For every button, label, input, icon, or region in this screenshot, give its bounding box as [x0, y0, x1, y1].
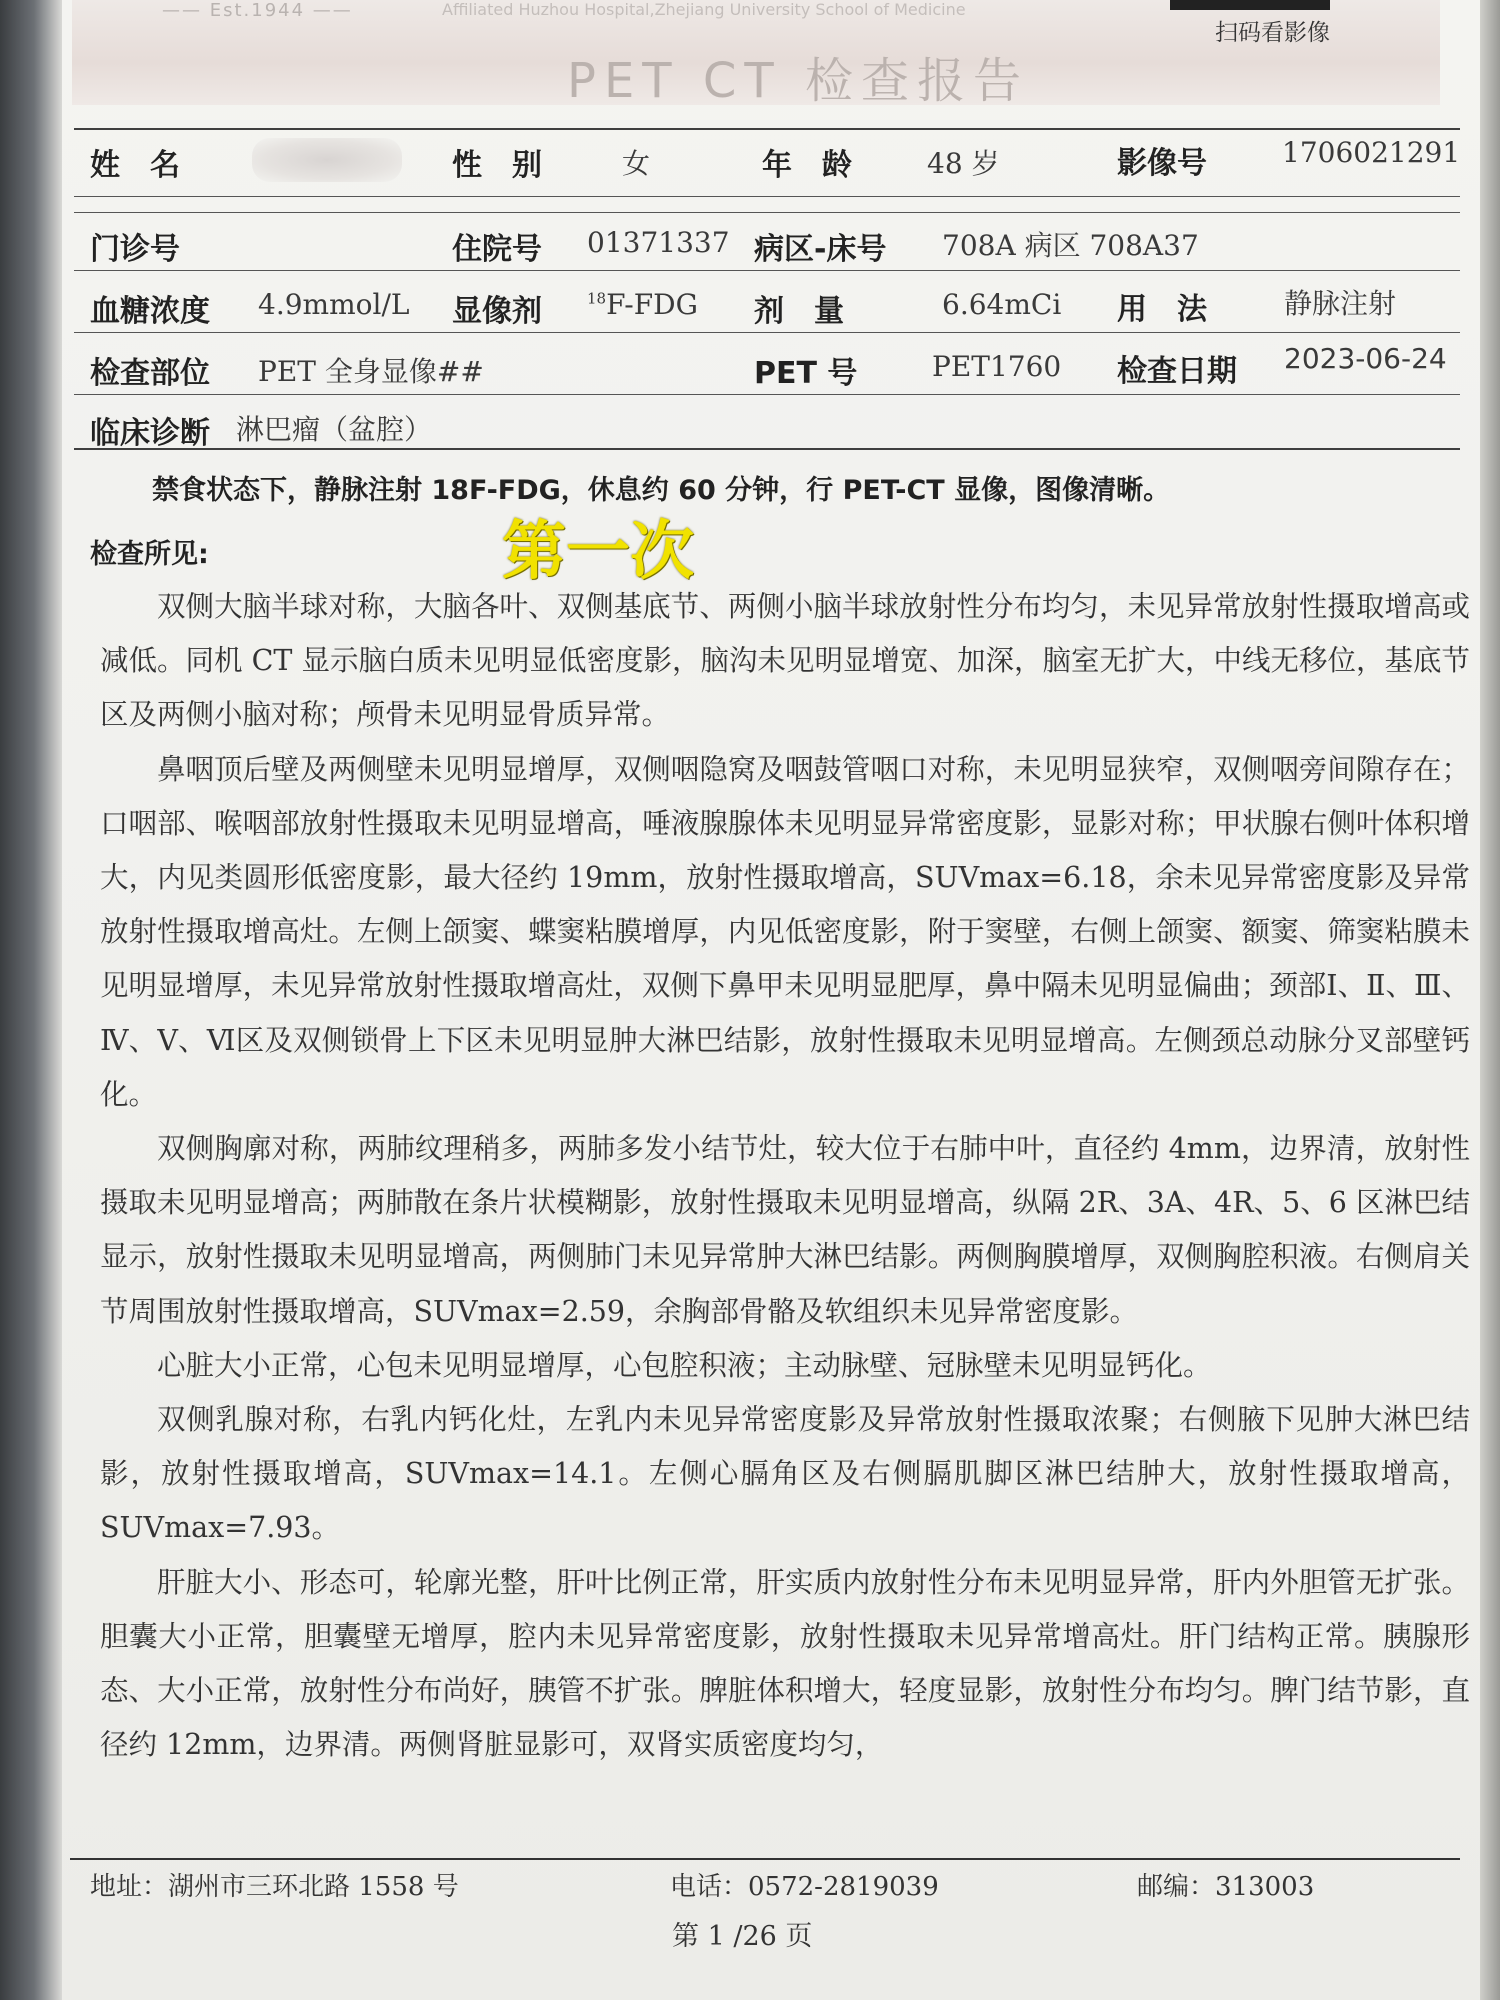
- page-right-edge: [1480, 0, 1500, 2000]
- findings-body: [100, 580, 1470, 1772]
- method-value: 静脉注射: [1284, 287, 1397, 320]
- exam-date-label: 检查日期: [1117, 354, 1237, 389]
- age-label: 年 龄: [762, 148, 852, 183]
- findings-paragraph: 心脏大小正常，心包未见明显增厚，心包腔积液；主动脉壁、冠脉壁未见明显钙化。: [157, 1348, 1212, 1382]
- exam-date-value: 2023-06-24: [1284, 342, 1447, 375]
- pet-no-value: PET1760: [932, 350, 1062, 383]
- footer-phone: 电话：0572-2819039: [670, 1872, 939, 1902]
- ward-label: 病区-床号: [754, 232, 887, 267]
- glucose-label: 血糖浓度: [90, 294, 210, 329]
- table-rule: [74, 212, 1460, 213]
- findings-paragraph: 鼻咽顶后壁及两侧壁未见明显增厚，双侧咽隐窝及咽鼓管咽口对称，未见明显狭窄，双侧咽旁间隙存在；口咽部、喉咽部放射性摄取未见明显增高，唾液腺腺体未见明显异常密度影，显影对称；甲状腺右侧叶体积增大，内见类圆形低密度影，最大径约 19mm，放射性摄取增高，SUVmax=6.18，余未见异常密度影及异常放射性摄取增高灶。左侧上颌窦、蝶窦粘膜增厚，内见低密度影，附于窦壁，右侧上颌窦、额窦、筛窦粘膜未见明显增厚，未见异常放射性摄取增高灶，双侧下鼻甲未见明显肥厚，鼻中隔未见明显偏曲；颈部Ⅰ、Ⅱ、Ⅲ、Ⅳ、Ⅴ、Ⅵ区及双侧锁骨上下区未见明显肿大淋巴结影，放射性摄取未见明显增高。左侧颈总动脉分叉部壁钙化。: [100, 752, 1470, 1111]
- site-label: 检查部位: [90, 356, 210, 391]
- established-text: —— Est.1944 ——: [162, 0, 353, 21]
- table-rule: [74, 394, 1460, 395]
- table-rule: [74, 196, 1460, 197]
- table-rule: [74, 332, 1460, 333]
- report-page: [62, 0, 1480, 2000]
- image-no-label: 影像号: [1117, 146, 1207, 181]
- hospital-affiliation: Affiliated Huzhou Hospital,Zhejiang University School of Medicine: [442, 0, 966, 19]
- image-no-value: 1706021291: [1282, 136, 1461, 169]
- handwritten-annotation: 第一次: [502, 515, 694, 589]
- pet-no-label: PET 号: [754, 356, 858, 391]
- outpatient-label: 门诊号: [90, 232, 180, 267]
- findings-paragraph: 双侧胸廓对称，两肺纹理稍多，两肺多发小结节灶，较大位于右肺中叶，直径约 4mm，边界清，放射性摄取未见明显增高；两肺散在条片状模糊影，放射性摄取未见明显增高，纵隔 2R、3A、4R、5、6 区淋巴结显示，放射性摄取未见明显增高，两侧肺门未见异常肿大淋巴结影。两侧胸膜增厚，双侧胸腔积液。右侧肩关节周围放射性摄取增高，SUVmax=2.59，余胸部骨骼及软组织未见异常密度影。: [100, 1132, 1470, 1328]
- qr-code-icon: [1170, 0, 1330, 10]
- redacted-name: [252, 138, 402, 182]
- table-rule: [74, 128, 1460, 130]
- tracer-name: F-FDG: [606, 288, 698, 321]
- footer-postcode: 邮编：313003: [1137, 1872, 1315, 1902]
- ward-value: 708A 病区 708A37: [942, 229, 1199, 262]
- tracer-label: 显像剂: [452, 294, 542, 329]
- gender-label: 性 别: [452, 148, 542, 183]
- glucose-value: 4.9mmol/L: [258, 288, 410, 321]
- diagnosis-value: 淋巴瘤（盆腔）: [236, 413, 433, 446]
- diagnosis-label: 临床诊断: [90, 416, 210, 451]
- name-label: 姓 名: [90, 148, 180, 183]
- findings-paragraph: 双侧乳腺对称，右乳内钙化灶，左乳内未见异常密度影及异常放射性摄取浓聚；右侧腋下见肿大淋巴结影，放射性摄取增高，SUVmax=14.1。左侧心膈角区及右侧膈肌脚区淋巴结肿大，放射性摄取增高，SUVmax=7.93。: [100, 1403, 1470, 1545]
- footer-address: 地址：湖州市三环北路 1558 号: [90, 1872, 459, 1902]
- tracer-superscript: 18: [587, 289, 607, 308]
- inpatient-label: 住院号: [452, 232, 542, 267]
- table-rule: [74, 270, 1460, 271]
- findings-paragraph: 双侧大脑半球对称，大脑各叶、双侧基底节、两侧小脑半球放射性分布均匀，未见异常放射性摄取增高或减低。同机 CT 显示脑白质未见明显低密度影，脑沟未见明显增宽、加深，脑室无扩大，中线无移位，基底节区及两侧小脑对称；颅骨未见明显骨质异常。: [100, 590, 1470, 732]
- gender-value: 女: [622, 147, 651, 180]
- age-value: 48 岁: [927, 147, 1000, 180]
- scan-for-images-text: 扫码看影像: [1215, 20, 1330, 46]
- dose-label: 剂 量: [754, 294, 844, 329]
- dose-value: 6.64mCi: [942, 288, 1062, 321]
- table-rule: [74, 448, 1460, 450]
- findings-paragraph: 肝脏大小、形态可，轮廓光整，肝叶比例正常，肝实质内放射性分布未见明显异常，肝内外胆管无扩张。胆囊大小正常，胆囊壁无增厚，腔内未见异常密度影，放射性摄取未见异常增高灶。肝门结构正常。胰腺形态、大小正常，放射性分布尚好，胰管不扩张。脾脏体积增大，轻度显影，放射性分布均匀。脾门结节影，直径约 12mm，边界清。两侧肾脏显影可，双肾实质密度均匀，: [100, 1565, 1470, 1762]
- book-binding-edge: [0, 0, 62, 2000]
- report-title: PET CT 检查报告: [567, 53, 1029, 109]
- method-label: 用 法: [1117, 292, 1207, 327]
- exam-summary: 禁食状态下，静脉注射 18F-FDG，休息约 60 分钟，行 PET-CT 显像，图像清晰。: [152, 475, 1171, 506]
- inpatient-value: 01371337: [587, 226, 730, 259]
- footer-rule: [70, 1858, 1460, 1860]
- site-value: PET 全身显像##: [258, 355, 484, 388]
- findings-label: 检查所见:: [90, 539, 209, 570]
- tracer-value: [587, 288, 698, 321]
- page-number: 第 1 /26 页: [672, 1921, 813, 1952]
